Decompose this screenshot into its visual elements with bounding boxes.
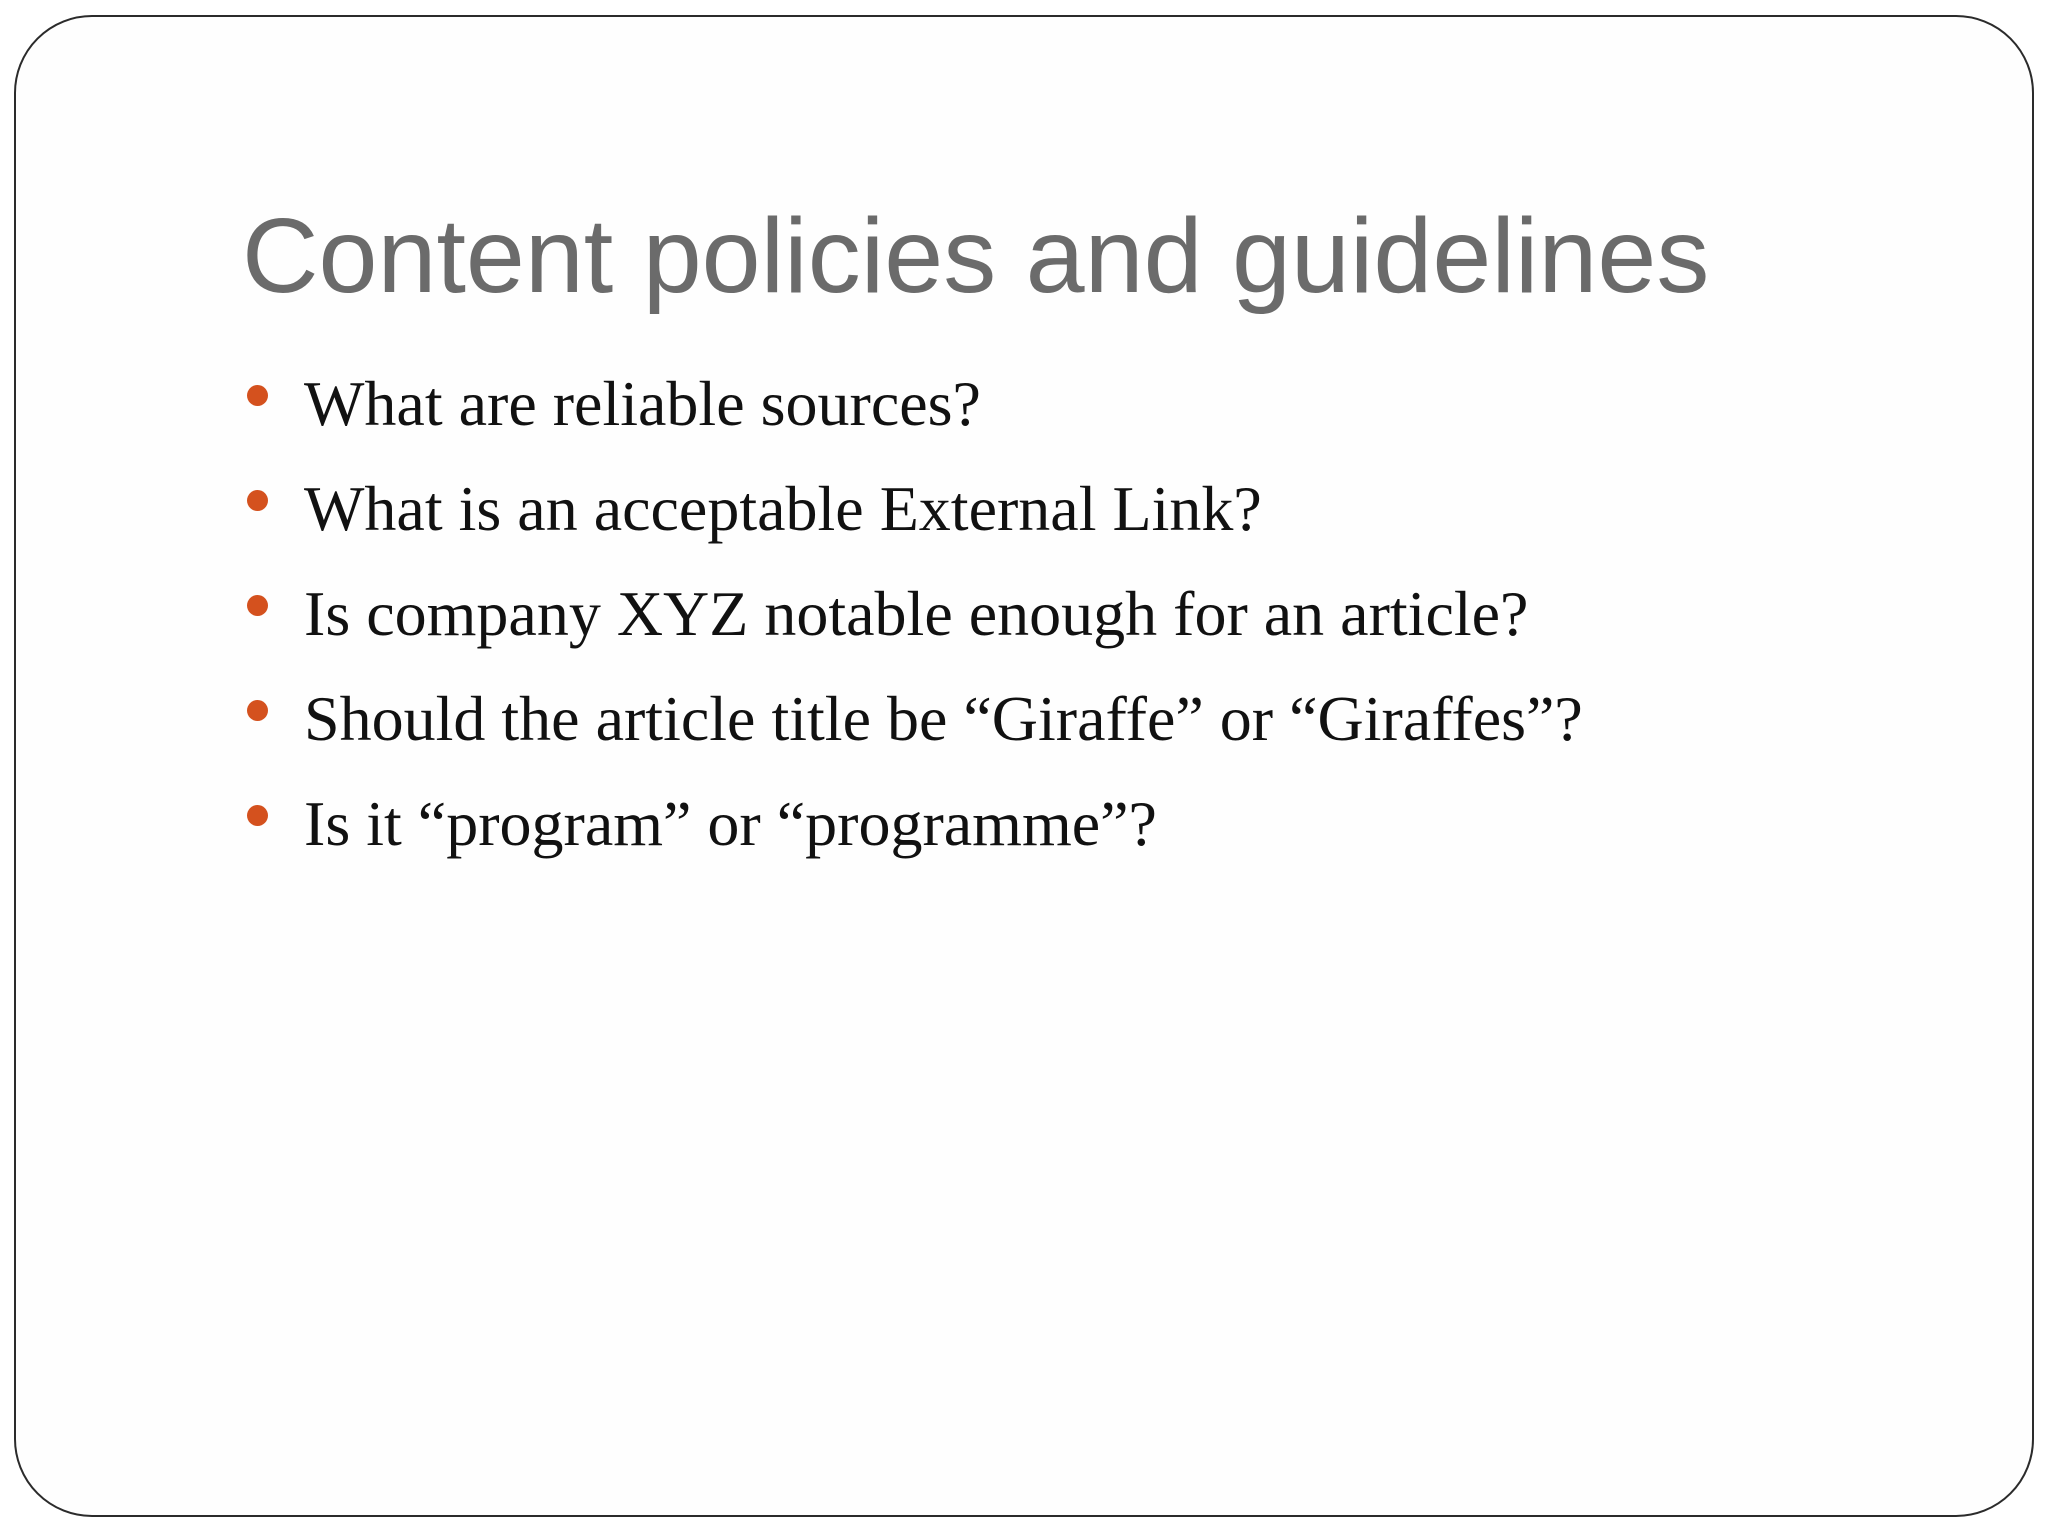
- bullet-text: Should the article title be “Giraffe” or “Giraffes”?: [304, 683, 1583, 754]
- bullet-text: What are reliable sources?: [304, 368, 981, 439]
- bullet-dot-icon: [247, 595, 268, 616]
- bullet-dot-icon: [247, 700, 268, 721]
- slide-title: Content policies and guidelines: [242, 197, 1710, 315]
- bullet-text: What is an acceptable External Link?: [304, 473, 1262, 544]
- bullet-dot-icon: [247, 490, 268, 511]
- slide: [14, 15, 2034, 1517]
- bullet-text: Is it “program” or “programme”?: [304, 788, 1157, 859]
- bullet-text: Is company XYZ notable enough for an article?: [304, 578, 1529, 649]
- bullet-dot-icon: [247, 805, 268, 826]
- bullet-dot-icon: [247, 385, 268, 406]
